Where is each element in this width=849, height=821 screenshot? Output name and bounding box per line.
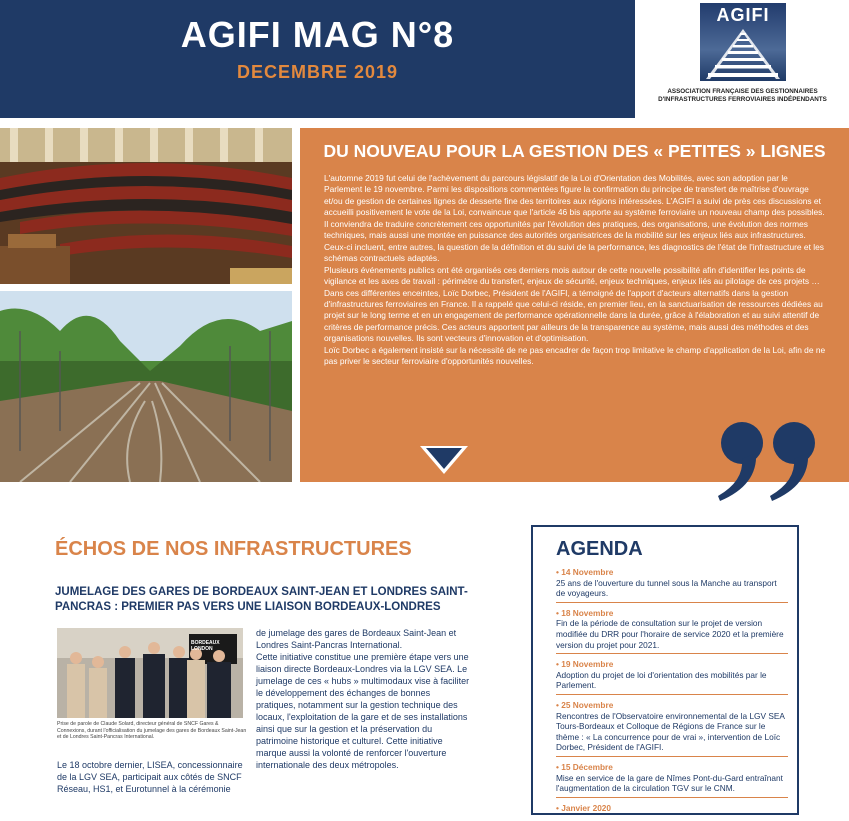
parliament-photo — [0, 128, 292, 284]
news-paragraph: de jumelage des gares de Bordeaux Saint-Jean et Londres Saint-Pancras International. — [256, 628, 457, 650]
agenda-date: • 25 Novembre — [556, 700, 788, 711]
agenda-date: • 14 Novembre — [556, 567, 788, 578]
article-paragraph: L'automne 2019 fut celui de l'achèvement du parcours législatif de la Loi d'Orientation des Mobilités, avec son adoption par le Parlement le 19 novembre. Parmi les dispositions commentées figure la confirmation du principe de transfert de maîtrise d'ouvrage et/ou de gestion de certaines lignes de desserte fine des territoires aux régions intéressées. L'AGIFI a suivi de près ces discussions et accueilli positivement le vote de la Loi, convaincue que l'article 46 bis apporte au système ferroviaire un nouveau champ des possibles. Il conviendra de traduire concrètement ces opportunités par l'évolution des pratiques, des organisations, une évolution des normes techniques, mais aussi une montée en puissance des autorités organisatrices de la mobilité sur les enjeux liés aux infrastructures. Ceux-ci incluent, entre autres, la question de la définition et du suivi de la performance, les diagnostics de l'état de l'infrastructure et les schémas contractuels adaptés. — [324, 173, 825, 264]
logo-subtitle-line2: D'INFRASTRUCTURES FERROVIAIRES INDÉPENDANTS — [658, 96, 827, 103]
news-paragraph: Cette initiative constitue une première étape vers une liaison directe Bordeaux-Londres via la LGV SEA. Le jumelage de ces « hubs » multimodaux vise à faciliter le développement des échanges de bonnes pratiques, notamment sur la gestion technique des locaux, l'exploitation de la gare et de ses installations ainsi que sur la gestion et la préservation du patrimoine historique et culturel. Cette initiative marque aussi la volonté de renforcer l'ouverture internationale des deux métropoles. — [256, 652, 470, 770]
agenda-date: • 19 Novembre — [556, 659, 788, 670]
logo-wordmark: AGIFI — [716, 5, 770, 25]
agenda-date: • Janvier 2020 — [556, 803, 788, 814]
agenda-item — [556, 803, 788, 817]
agenda-item — [556, 700, 788, 757]
agenda-text: 25 ans de l'ouverture du tunnel sous la Manche au transport de voyageurs. — [556, 577, 777, 599]
agenda-date: • 18 Novembre — [556, 608, 788, 619]
magazine-title: AGIFI MAG N°8 — [180, 14, 455, 55]
article-paragraph: Dans ces différentes enceintes, Loïc Dorbec, Président de l'AGIFI, a témoigné de l'apport d'acteurs alternatifs dans la gestion d'infrastructures ferroviaires en France. Il a rappelé que celui-ci réside, en premier lieu, en la sanctuarisation de ressources dédiées au projet sur le long terme et en un engagement de performance opérationnelle dans la durée, grâce à l'élaboration et au suivi attentif de critères de performance précis. Ces acteurs apportent par ailleurs de la transparence au système, mais aussi des méthodes et des organisations nouvelles. Ils sont vecteurs d'innovation et d'optimisation. — [324, 287, 823, 344]
down-triangle-icon — [420, 446, 468, 476]
agenda-text: Fin de la période de consultation sur le projet de version modifiée du DRR pour l'horaire de service 2020 et la première version du projet pour 2021. — [556, 618, 784, 650]
agenda-text: Rencontres de l'Observatoire environnemental de la LGV SEA Tours-Bordeaux et Colloque de Régions de France sur le thème : « La concurrence pour de vrai », intervention de Loïc Dorbec, Président de l'AGIFI. — [556, 710, 785, 753]
news-headline: JUMELAGE DES GARES DE BORDEAUX SAINT-JEAN ET LONDRES SAINT-PANCRAS : PREMIER PAS VERS UNE LIAISON BORDEAUX-LONDRES — [55, 586, 468, 613]
logo-subtitle-line1: ASSOCIATION FRANÇAISE DES GESTIONNAIRES — [667, 88, 818, 95]
agenda-item — [556, 659, 788, 695]
article-title: DU NOUVEAU POUR LA GESTION DES « PETITES » LIGNES — [323, 141, 826, 161]
agenda-list — [556, 567, 788, 821]
agenda-title: AGENDA — [556, 538, 643, 560]
agenda-item — [556, 608, 788, 654]
ceremony-photo — [57, 628, 243, 718]
agenda-item — [556, 762, 788, 798]
section-title-echos: ÉCHOS DE NOS INFRASTRUCTURES — [55, 538, 412, 560]
agenda-text: Mise en service de la gare de Nîmes Pont-du-Gard entraînant l'augmentation de la circulation TGV sur le CNM. — [556, 772, 783, 794]
article-body — [324, 173, 827, 368]
news-text-left: Le 18 octobre dernier, LISEA, concessionnaire de la LGV SEA, participait aux côtés de SNCF Réseau, HS1, et Eurotunnel à la cérémonie — [57, 760, 243, 794]
issue-date: DECEMBRE 2019 — [236, 62, 399, 82]
logo-subtitle — [640, 88, 845, 104]
article-paragraph: Plusieurs événements publics ont été organisés ces derniers mois autour de cette nouvelle possibilité afin d'identifier les points de vigilance et les axes de travail : périmètre du transfert, enjeux de sécurité, enjeux techniques, enjeux liés au pilotage de ces projets … — [324, 264, 820, 287]
agenda-text: Adoption du projet de loi d'orientation des mobilités par le Parlement. — [556, 669, 767, 691]
railway-tracks-photo — [0, 291, 292, 482]
agenda-date: • 15 Décembre — [556, 762, 788, 773]
agenda-item — [556, 567, 788, 603]
photo-caption: Prise de parole de Claude Solard, directeur général de SNCF Gares & Connexions, durant l'officialisation du jumelage des gares de Bordeaux Saint-Jean et de Londres Saint-Pancras International. — [57, 721, 247, 741]
article-paragraph: Loïc Dorbec a également insisté sur la nécessité de ne pas encadrer de façon trop limitative le champ d'application de la Loi, afin de ne pas priver le secteur ferroviaire d'opportunités nouvelles. — [324, 344, 826, 367]
quote-mark-icon — [712, 413, 822, 505]
photo-sign-text: BORDEAUX LONDON — [191, 640, 220, 652]
news-text-right — [256, 627, 471, 771]
